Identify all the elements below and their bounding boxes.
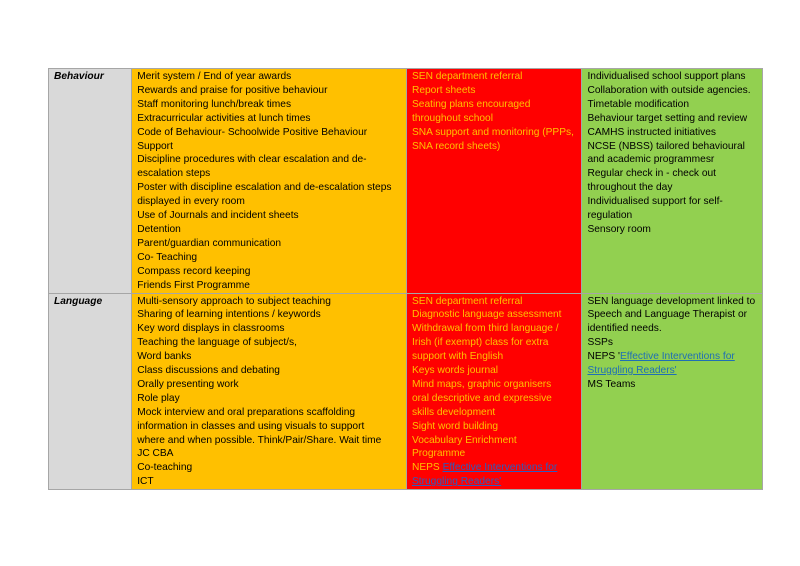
list-item: Speech and Language Therapist or xyxy=(587,309,748,321)
list-item xyxy=(412,475,577,489)
table-row-language xyxy=(49,293,763,490)
list-item: Support xyxy=(137,140,173,152)
list-item: Report sheets xyxy=(411,84,476,96)
list-item: Extracurricular activities at lunch times xyxy=(137,112,311,124)
list-item: Mock interview and oral preparations scaffolding xyxy=(137,406,356,418)
list-item: Programme xyxy=(411,448,466,460)
list-item: Timetable modification xyxy=(587,98,690,110)
list-item: Co- Teaching xyxy=(137,251,198,263)
list-item: throughout the day xyxy=(587,182,673,194)
universal-cell-behaviour xyxy=(132,69,407,294)
list-item: SNA support and monitoring (PPPs, xyxy=(411,126,574,138)
list-item: Individualised support for self- xyxy=(587,196,723,208)
list-item: Key word displays in classrooms xyxy=(137,323,285,335)
neps-link-intensive-cont[interactable]: Struggling Readers' xyxy=(587,365,677,377)
list-item: Staff monitoring lunch/break times xyxy=(137,98,292,110)
list-item: SNA record sheets) xyxy=(411,140,501,152)
row-label-behaviour: Behaviour xyxy=(49,69,132,294)
neps-link-targeted[interactable]: Effective Interventions for xyxy=(442,462,558,474)
list-item: Teaching the language of subject/s, xyxy=(137,337,297,349)
list-item: Individualised school support plans xyxy=(587,71,746,82)
list-item: NCSE (NBSS) tailored behavioural xyxy=(587,140,745,152)
list-item: skills development xyxy=(411,406,496,418)
list-item: MS Teams xyxy=(587,378,636,390)
list-item: SSPs xyxy=(587,337,613,349)
list-item: Behaviour target setting and review xyxy=(587,112,748,124)
list-item: Parent/guardian communication xyxy=(137,237,282,249)
list-item: displayed in every room xyxy=(137,196,245,208)
list-item: oral descriptive and expressive xyxy=(411,392,552,404)
list-item: Diagnostic language assessment xyxy=(411,309,562,321)
list-item: Multi-sensory approach to subject teaching xyxy=(137,295,331,307)
list-item: Code of Behaviour- Schoolwide Positive Behaviour xyxy=(137,126,368,138)
list-item: Merit system / End of year awards xyxy=(137,71,292,82)
list-item: CAMHS instructed initiatives xyxy=(587,126,716,138)
list-item: Rewards and praise for positive behaviour xyxy=(137,84,328,96)
list-item: Sight word building xyxy=(411,420,499,432)
targeted-cell-language xyxy=(406,293,581,490)
neps-prefix: NEPS xyxy=(411,462,443,474)
list-item: Role play xyxy=(137,392,180,404)
list-item: JC CBA xyxy=(137,448,174,460)
list-item: escalation steps xyxy=(137,168,211,180)
list-item: Co-teaching xyxy=(137,462,193,474)
list-item: Orally presenting work xyxy=(137,378,239,390)
targeted-cell-behaviour xyxy=(406,69,581,294)
list-item: information in classes and using visuals to support xyxy=(137,420,365,432)
list-item: Sensory room xyxy=(587,223,651,235)
universal-cell-language xyxy=(132,293,407,490)
list-item: regulation xyxy=(587,210,633,222)
intensive-cell-language xyxy=(582,293,763,490)
intensive-cell-behaviour xyxy=(582,69,763,294)
list-item: SEN department referral xyxy=(411,295,523,307)
list-item: Poster with discipline escalation and de-escalation steps xyxy=(137,182,392,194)
list-item: Keys words journal xyxy=(411,365,499,377)
list-item: Class discussions and debating xyxy=(137,365,280,377)
list-item: Sharing of learning intentions / keywords xyxy=(137,309,321,321)
list-item: Seating plans encouraged xyxy=(411,98,531,110)
list-item: Compass record keeping xyxy=(137,265,251,277)
list-item: Detention xyxy=(137,223,181,235)
list-item: SEN department referral xyxy=(411,71,523,82)
list-item: Irish (if exempt) class for extra xyxy=(411,337,549,349)
list-item: where and when possible. Think/Pair/Share. Wait time xyxy=(137,434,382,446)
list-item: Word banks xyxy=(137,351,192,363)
neps-link-intensive[interactable]: Effective Interventions for xyxy=(620,351,735,363)
list-item: SEN language development linked to xyxy=(587,295,756,307)
list-item: Mind maps, graphic organisers xyxy=(411,378,552,390)
list-item: Use of Journals and incident sheets xyxy=(137,210,299,222)
list-item: Collaboration with outside agencies. xyxy=(587,84,751,96)
list-item: Regular check in - check out xyxy=(587,168,717,180)
list-item: and academic programmesr xyxy=(587,154,715,166)
table-row-behaviour xyxy=(49,69,763,294)
neps-link-targeted-cont[interactable]: Struggling Readers' xyxy=(411,476,502,488)
support-strategies-table xyxy=(48,68,763,490)
list-item: Discipline procedures with clear escalation and de- xyxy=(137,154,367,166)
list-item: ICT xyxy=(137,476,154,488)
list-item: throughout school xyxy=(411,112,493,124)
list-item: support with English xyxy=(411,351,504,363)
list-item: Withdrawal from third language / xyxy=(411,323,559,335)
list-item: Friends First Programme xyxy=(137,279,250,291)
list-item xyxy=(587,364,758,378)
list-item xyxy=(587,350,758,364)
row-label-language: Language xyxy=(49,293,132,490)
list-item: identified needs. xyxy=(587,323,662,335)
neps-prefix: NEPS ' xyxy=(587,351,620,363)
list-item xyxy=(412,461,577,475)
list-item: Vocabulary Enrichment xyxy=(411,434,517,446)
